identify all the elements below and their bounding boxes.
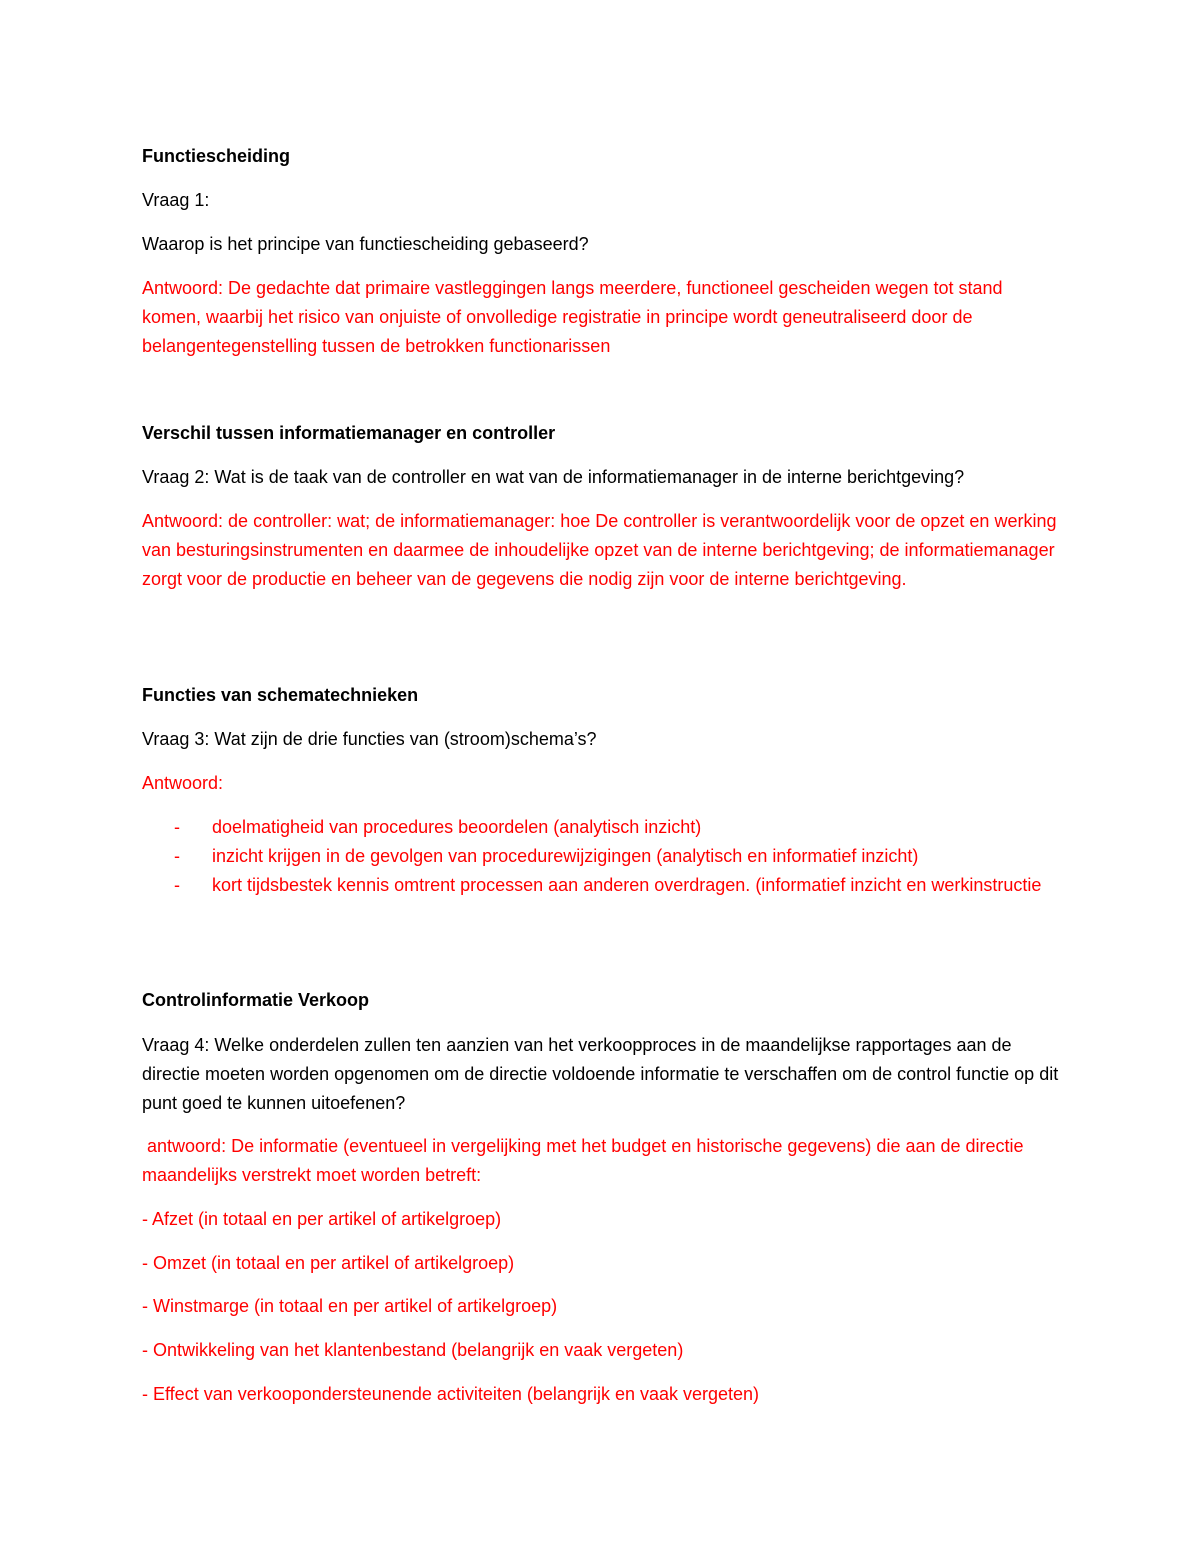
bullet-text: inzicht krijgen in de gevolgen van procedurewijzigingen (analytisch en informatief inzicht) bbox=[212, 846, 919, 866]
heading-controlinformatie: Controlinformatie Verkoop bbox=[142, 990, 370, 1010]
heading-functiescheiding: Functiescheiding bbox=[142, 146, 291, 166]
question-1-label: Vraag 1: bbox=[142, 190, 210, 210]
answer-4: antwoord: De informatie (eventueel in vergelijking met het budget en historische gegevens) die aan de directie maandelijks verstrekt moet worden betreft: bbox=[142, 1136, 1029, 1185]
bullet-dash: - bbox=[174, 875, 180, 895]
heading-verschil: Verschil tussen informatiemanager en controller bbox=[142, 423, 556, 443]
question-3: Vraag 3: Wat zijn de drie functies van (stroom)schema’s? bbox=[142, 729, 597, 749]
answer-4-item-afzet: - Afzet (in totaal en per artikel of artikelgroep) bbox=[142, 1209, 502, 1229]
answer-3-label: Antwoord: bbox=[142, 773, 224, 793]
bullet-text: kort tijdsbestek kennis omtrent processen aan anderen overdragen. (informatief inzicht en werkinstructie bbox=[212, 875, 1042, 895]
list-item bbox=[142, 813, 1062, 842]
bullet-dash: - bbox=[174, 817, 180, 837]
answer-1: Antwoord: De gedachte dat primaire vastleggingen langs meerdere, functioneel gescheiden wegen tot stand komen, waarbij het risico van onjuiste of onvolledige registratie in principe wordt geneutraliseerd door de belangentegenstelling tussen de betrokken functionarissen bbox=[142, 278, 1003, 356]
heading-schematechnieken: Functies van schematechnieken bbox=[142, 685, 419, 705]
bullet-dash: - bbox=[174, 846, 180, 866]
list-item bbox=[142, 842, 1062, 871]
answer-4-item-verkoopondersteuning: - Effect van verkoopondersteunende activiteiten (belangrijk en vaak vergeten) bbox=[142, 1384, 760, 1404]
answer-4-item-klantenbestand: - Ontwikkeling van het klantenbestand (belangrijk en vaak vergeten) bbox=[142, 1340, 684, 1360]
answer-2: Antwoord: de controller: wat; de informatiemanager: hoe De controller is verantwoordelijk voor de opzet en werking van besturingsinstrumenten en daarmee de inhoudelijke opzet van de interne berichtgeving; de informatiemanager zorgt voor de productie en beheer van de gegevens die nodig zijn voor de interne berichtgeving. bbox=[142, 511, 1057, 589]
list-item bbox=[142, 871, 1062, 900]
answer-3-bullet-list bbox=[142, 813, 1062, 900]
answer-4-item-winstmarge: - Winstmarge (in totaal en per artikel of artikelgroep) bbox=[142, 1296, 558, 1316]
bullet-text: doelmatigheid van procedures beoordelen (analytisch inzicht) bbox=[212, 817, 702, 837]
answer-4-item-omzet: - Omzet (in totaal en per artikel of artikelgroep) bbox=[142, 1253, 515, 1273]
question-2: Vraag 2: Wat is de taak van de controller en wat van de informatiemanager in de interne berichtgeving? bbox=[142, 467, 965, 487]
question-4: Vraag 4: Welke onderdelen zullen ten aanzien van het verkoopproces in de maandelijkse rapportages aan de directie moeten worden opgenomen om de directie voldoende informatie te verschaffen om de control functie op dit punt goed te kunnen uitoefenen? bbox=[142, 1035, 1059, 1113]
question-1-text: Waarop is het principe van functiescheiding gebaseerd? bbox=[142, 234, 589, 254]
